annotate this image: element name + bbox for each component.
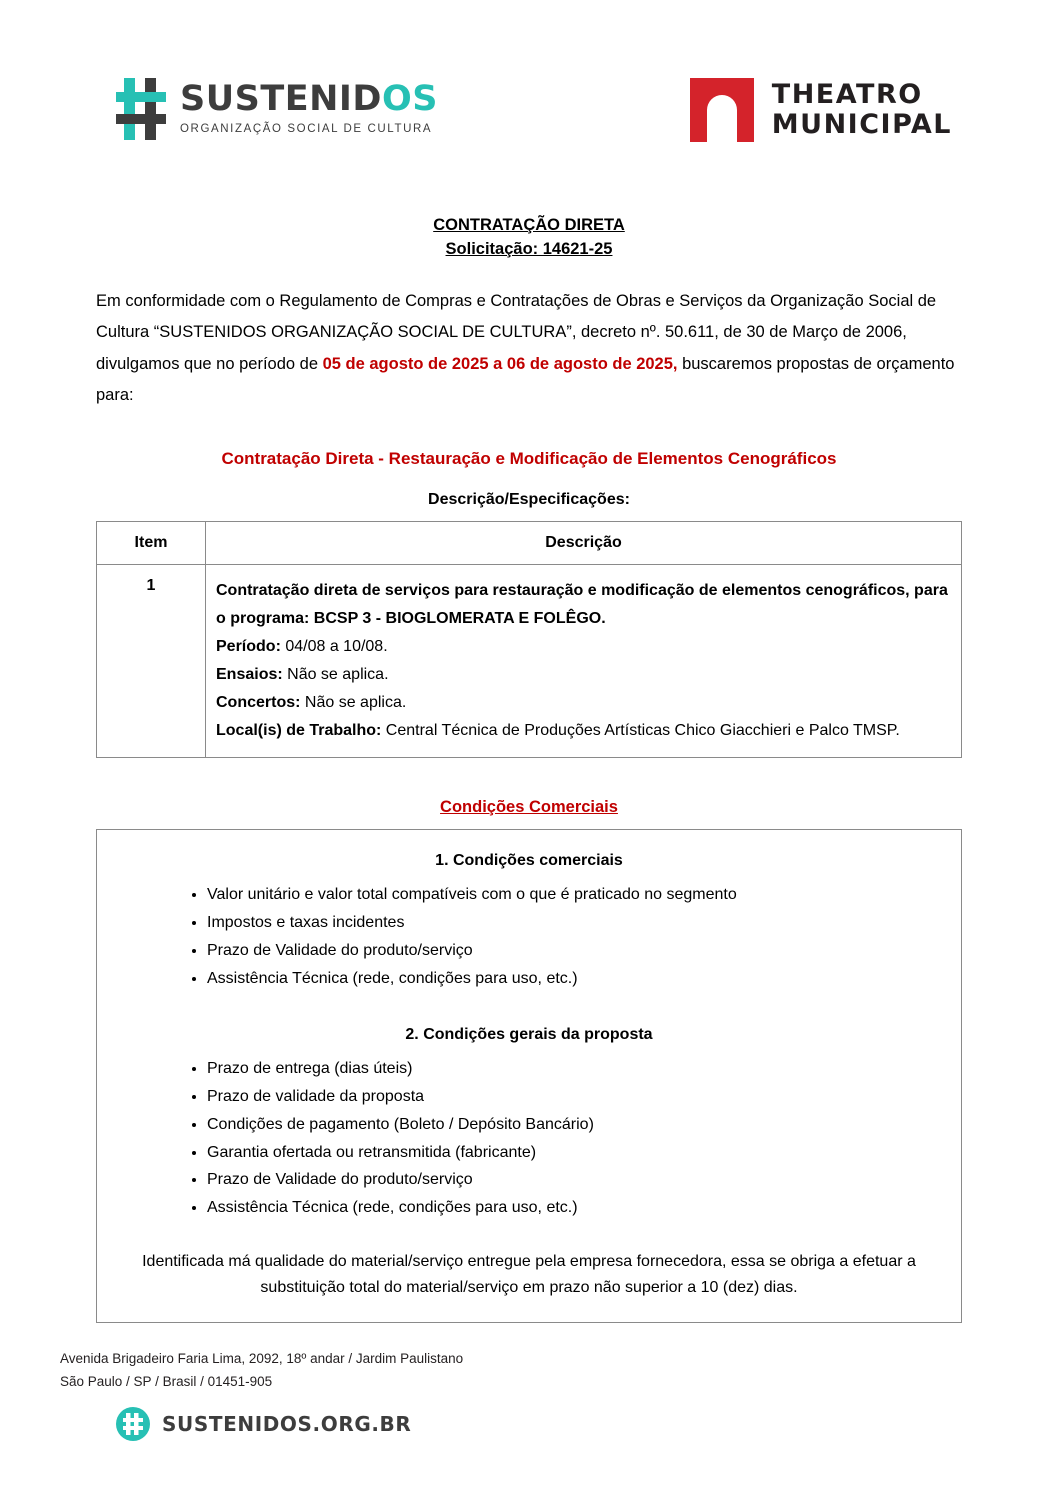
intro-text-before: Em conformidade com o Regulamento de Compras e Contratações de Obras e Serviços da Organização Social de Cultura “SUSTENIDOS ORGANIZAÇÃO SOCIAL DE CULTURA”, decreto nº. 50.611, de 30 de Março de 2006, divulgamos que no período de [96, 291, 937, 373]
field-local-label: Local(is) de Trabalho: [216, 722, 382, 740]
title-line-1: CONTRATAÇÃO DIRETA [433, 216, 625, 234]
cell-description [206, 565, 962, 758]
table-header-row [97, 522, 962, 565]
commercial-section2-list [151, 1056, 943, 1221]
sustenidos-wordmark: SUSTENIDOS [180, 79, 438, 120]
description-lead: Contratação direta de serviços para restauração e modificação de elementos cenográficos, para o programa: BCSP 3 - BIOGLOMERATA E FOLÊGO. [216, 582, 948, 628]
list-item: • Prazo de validade da proposta [207, 1084, 943, 1110]
description-table [96, 521, 962, 758]
field-periodo-value: 04/08 a 10/08. [280, 638, 388, 656]
hash-badge-icon [116, 1407, 150, 1441]
table-row [97, 565, 962, 758]
hash-logo-icon [116, 78, 166, 140]
theatro-line2: MUNICIPAL [771, 109, 952, 140]
commercial-section2-title: 2. Condições gerais da proposta [405, 1025, 653, 1043]
field-concertos-label: Concertos: [216, 694, 301, 712]
field-local-trabalho [216, 717, 951, 745]
sustenidos-tagline: ORGANIZAÇÃO SOCIAL DE CULTURA [180, 123, 433, 136]
commercial-section1-list [151, 882, 943, 992]
list-item: • Prazo de Validade do produto/serviço [207, 1167, 943, 1193]
commercial-conditions-heading: Condições Comerciais [440, 798, 618, 817]
list-item: • Assistência Técnica (rede, condições para uso, etc.) [207, 1195, 943, 1221]
field-ensaios [216, 661, 951, 689]
list-item: • Prazo de Validade do produto/serviço [207, 938, 943, 964]
list-item: • Assistência Técnica (rede, condições para uso, etc.) [207, 966, 943, 992]
document-footer [60, 1348, 1000, 1441]
object-heading: Contratação Direta - Restauração e Modificação de Elementos Cenográficos [221, 449, 837, 469]
footer-address-line2: São Paulo / SP / Brasil / 01451-905 [60, 1373, 273, 1389]
intro-period-highlight: 05 de agosto de 2025 a 06 de agosto de 2025, [322, 354, 678, 373]
page-title [96, 214, 962, 262]
footer-address-line1: Avenida Brigadeiro Faria Lima, 2092, 18º andar / Jardim Paulistano [60, 1351, 464, 1367]
cell-item-number: 1 [97, 565, 206, 758]
field-periodo-label: Período: [216, 638, 281, 656]
footer-address [60, 1348, 1000, 1393]
intro-paragraph [96, 286, 962, 411]
footer-website: SUSTENIDOS.ORG.BR [162, 1412, 412, 1436]
column-header-description: Descrição [206, 522, 962, 565]
title-line-2: Solicitação: 14621-25 [445, 239, 613, 258]
field-ensaios-label: Ensaios: [216, 666, 283, 684]
document-header [96, 0, 962, 142]
list-item: • Condições de pagamento (Boleto / Depósito Bancário) [207, 1112, 943, 1138]
footer-brand [116, 1407, 1000, 1441]
theatro-line1: THEATRO [771, 78, 923, 110]
list-item: • Garantia ofertada ou retransmitida (fabricante) [207, 1140, 943, 1166]
field-local-value: Central Técnica de Produções Artísticas Chico Giacchieri e Palco TMSP. [381, 722, 900, 740]
field-periodo [216, 633, 951, 661]
theatro-arch-icon [690, 78, 754, 142]
spec-heading: Descrição/Especificações: [428, 491, 630, 509]
field-ensaios-value: Não se aplica. [282, 666, 389, 684]
field-concertos-value: Não se aplica. [300, 694, 407, 712]
commercial-footnote: Identificada má qualidade do material/serviço entregue pela empresa fornecedora, essa se obriga a efetuar a substituição total do material/serviço em prazo não superior a 10 (dez) dias. [142, 1253, 916, 1296]
commercial-section1-title: 1. Condições comerciais [435, 852, 623, 870]
theatro-municipal-logo [690, 78, 952, 142]
list-item: • Valor unitário e valor total compatíveis com o que é praticado no segmento [207, 882, 943, 908]
list-item: • Impostos e taxas incidentes [207, 910, 943, 936]
sustenidos-logo [116, 78, 438, 140]
intro-text-after: buscaremos propostas de orçamento para: [96, 354, 955, 404]
list-item: • Prazo de entrega (dias úteis) [207, 1056, 943, 1082]
field-concertos [216, 689, 951, 717]
commercial-conditions-box [96, 829, 962, 1323]
column-header-item: Item [97, 522, 206, 565]
